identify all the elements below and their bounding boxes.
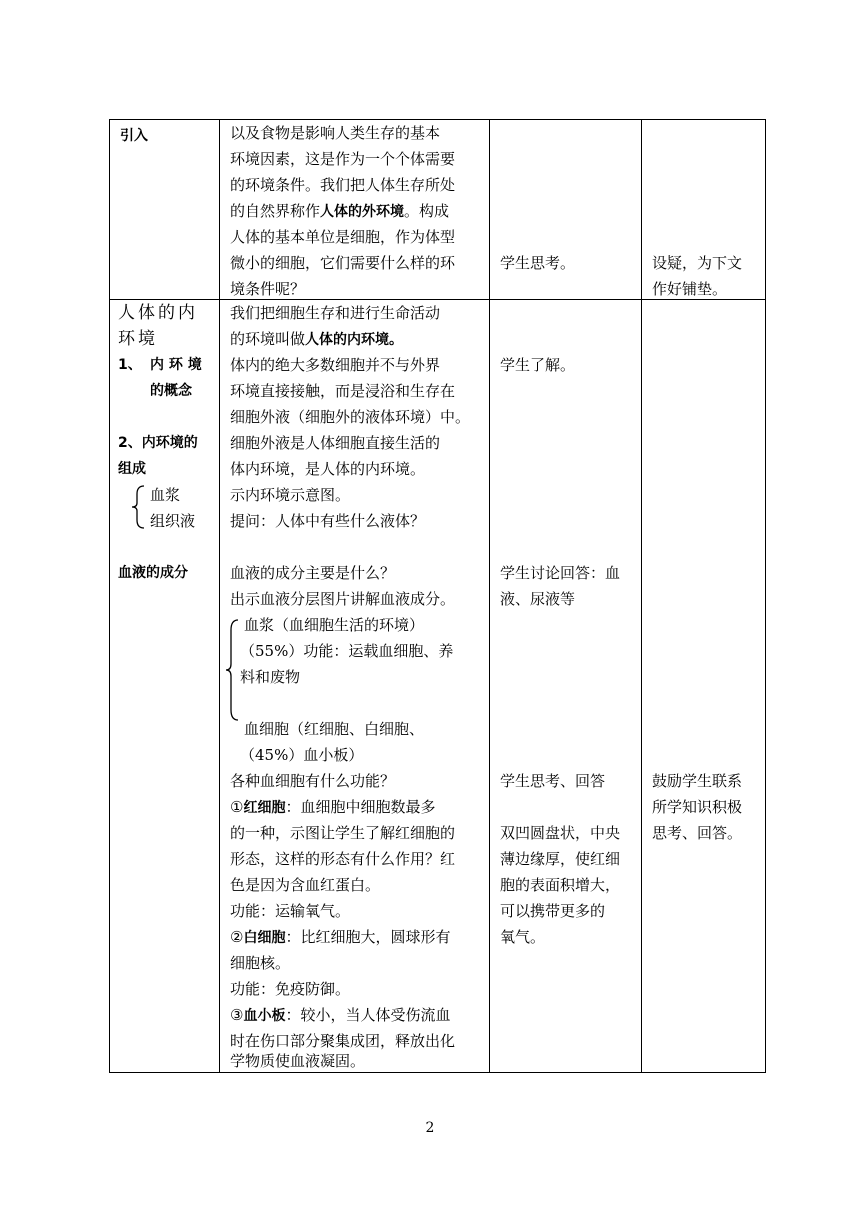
- text-line: 以及食物是影响人类生存的基本: [230, 124, 441, 142]
- text-line: 料和废物: [240, 668, 301, 686]
- design-intent: 思考、回答。: [652, 824, 743, 842]
- item-title: 内 环 境: [150, 357, 202, 373]
- row1-col3: [490, 120, 642, 300]
- component-label: 组织液: [150, 512, 196, 530]
- student-activity: 双凹圆盘状，中央: [500, 824, 621, 842]
- text-line: 各种血细胞有什么功能？: [230, 772, 396, 790]
- text-line: 血浆（血细胞生活的环境）: [244, 616, 425, 634]
- text-line: 环境直接接触，而是浸浴和生存在: [230, 382, 456, 400]
- text-line: （55%）功能：运载血细胞、养: [240, 642, 454, 660]
- item-number: 1、: [118, 357, 142, 373]
- text-line: 的一种，示图让学生了解红细胞的: [230, 824, 456, 842]
- item-title: 的概念: [150, 383, 192, 399]
- design-intent: 作好铺垫。: [652, 280, 728, 298]
- text-line: 提问：人体中有些什么液体？: [230, 512, 426, 530]
- student-activity: 学生讨论回答：血: [500, 564, 621, 582]
- text-line: ②白细胞：比红细胞大，圆球形有: [230, 928, 451, 946]
- student-activity: 液、尿液等: [500, 590, 576, 608]
- row2-col4: [642, 300, 766, 1073]
- student-activity: 可以携带更多的: [500, 902, 606, 920]
- row1-col4: [642, 120, 766, 300]
- text-line: 学物质使血液凝固。: [230, 1052, 366, 1070]
- text-line: 境条件呢？: [230, 280, 306, 298]
- student-activity: 胞的表面积增大，: [500, 876, 621, 894]
- text-line: 的环境条件。我们把人体生存所处: [230, 176, 456, 194]
- text-line: 细胞核。: [230, 954, 291, 972]
- page-number: 2: [425, 1120, 435, 1136]
- row1-col1: [110, 120, 220, 300]
- text-line: 血液的成分主要是什么？: [230, 564, 396, 582]
- section-title: 人体的内: [118, 303, 198, 323]
- text-line: 的环境叫做人体的内环境。: [230, 330, 404, 348]
- brace-icon: [224, 618, 240, 722]
- student-activity: 氧气。: [500, 928, 546, 946]
- text-line: ③血小板：较小，当人体受伤流血: [230, 1006, 451, 1024]
- row2-col2: [220, 300, 490, 1073]
- text-line: 的自然界称作人体的外环境。构成: [230, 202, 450, 220]
- brace-icon: [130, 484, 146, 530]
- section-title: 环境: [118, 329, 158, 349]
- text-line: 环境因素，这是作为一个个体需要: [230, 150, 456, 168]
- text-line: 体内的绝大多数细胞并不与外界: [230, 356, 441, 374]
- row1-col2: [220, 120, 490, 300]
- component-label: 血浆: [150, 486, 181, 504]
- text-line: ①红细胞：血细胞中细胞数最多: [230, 798, 436, 816]
- design-intent: 设疑，为下文: [652, 254, 743, 272]
- design-intent: 所学知识积极: [652, 798, 743, 816]
- text-line: 时在伤口部分聚集成团，释放出化: [230, 1032, 456, 1050]
- text-line: 细胞外液是人体细胞直接生活的: [230, 434, 441, 452]
- row2-col3: [490, 300, 642, 1073]
- row1-section-label: 引入: [120, 128, 148, 144]
- student-activity: 学生思考。: [500, 254, 576, 272]
- text-line: 示内环境示意图。: [230, 486, 351, 504]
- student-activity: 薄边缘厚，使红细: [500, 850, 621, 868]
- item-title: 组成: [118, 461, 146, 477]
- text-line: 血细胞（红细胞、白细胞、: [244, 720, 425, 738]
- item-title: 2、内环境的: [118, 435, 198, 451]
- text-line: （45%）血小板）: [240, 746, 364, 764]
- lesson-table: [109, 119, 766, 1073]
- item-title: 血液的成分: [118, 565, 188, 581]
- design-intent: 鼓励学生联系: [652, 772, 743, 790]
- text-line: 功能：运输氧气。: [230, 902, 351, 920]
- student-activity: 学生了解。: [500, 356, 576, 374]
- text-line: 细胞外液（细胞外的液体环境）中。: [230, 408, 471, 426]
- text-line: 人体的基本单位是细胞，作为体型: [230, 228, 456, 246]
- student-activity: 学生思考、回答: [500, 772, 606, 790]
- text-line: 我们把细胞生存和进行生命活动: [230, 304, 441, 322]
- text-line: 体内环境，是人体的内环境。: [230, 460, 426, 478]
- text-line: 功能：免疫防御。: [230, 980, 351, 998]
- text-line: 色是因为含血红蛋白。: [230, 876, 381, 894]
- text-line: 出示血液分层图片讲解血液成分。: [230, 590, 456, 608]
- row2-col1: [110, 300, 220, 1073]
- text-line: 形态，这样的形态有什么作用？红: [230, 850, 456, 868]
- text-line: 微小的细胞，它们需要什么样的环: [230, 254, 456, 272]
